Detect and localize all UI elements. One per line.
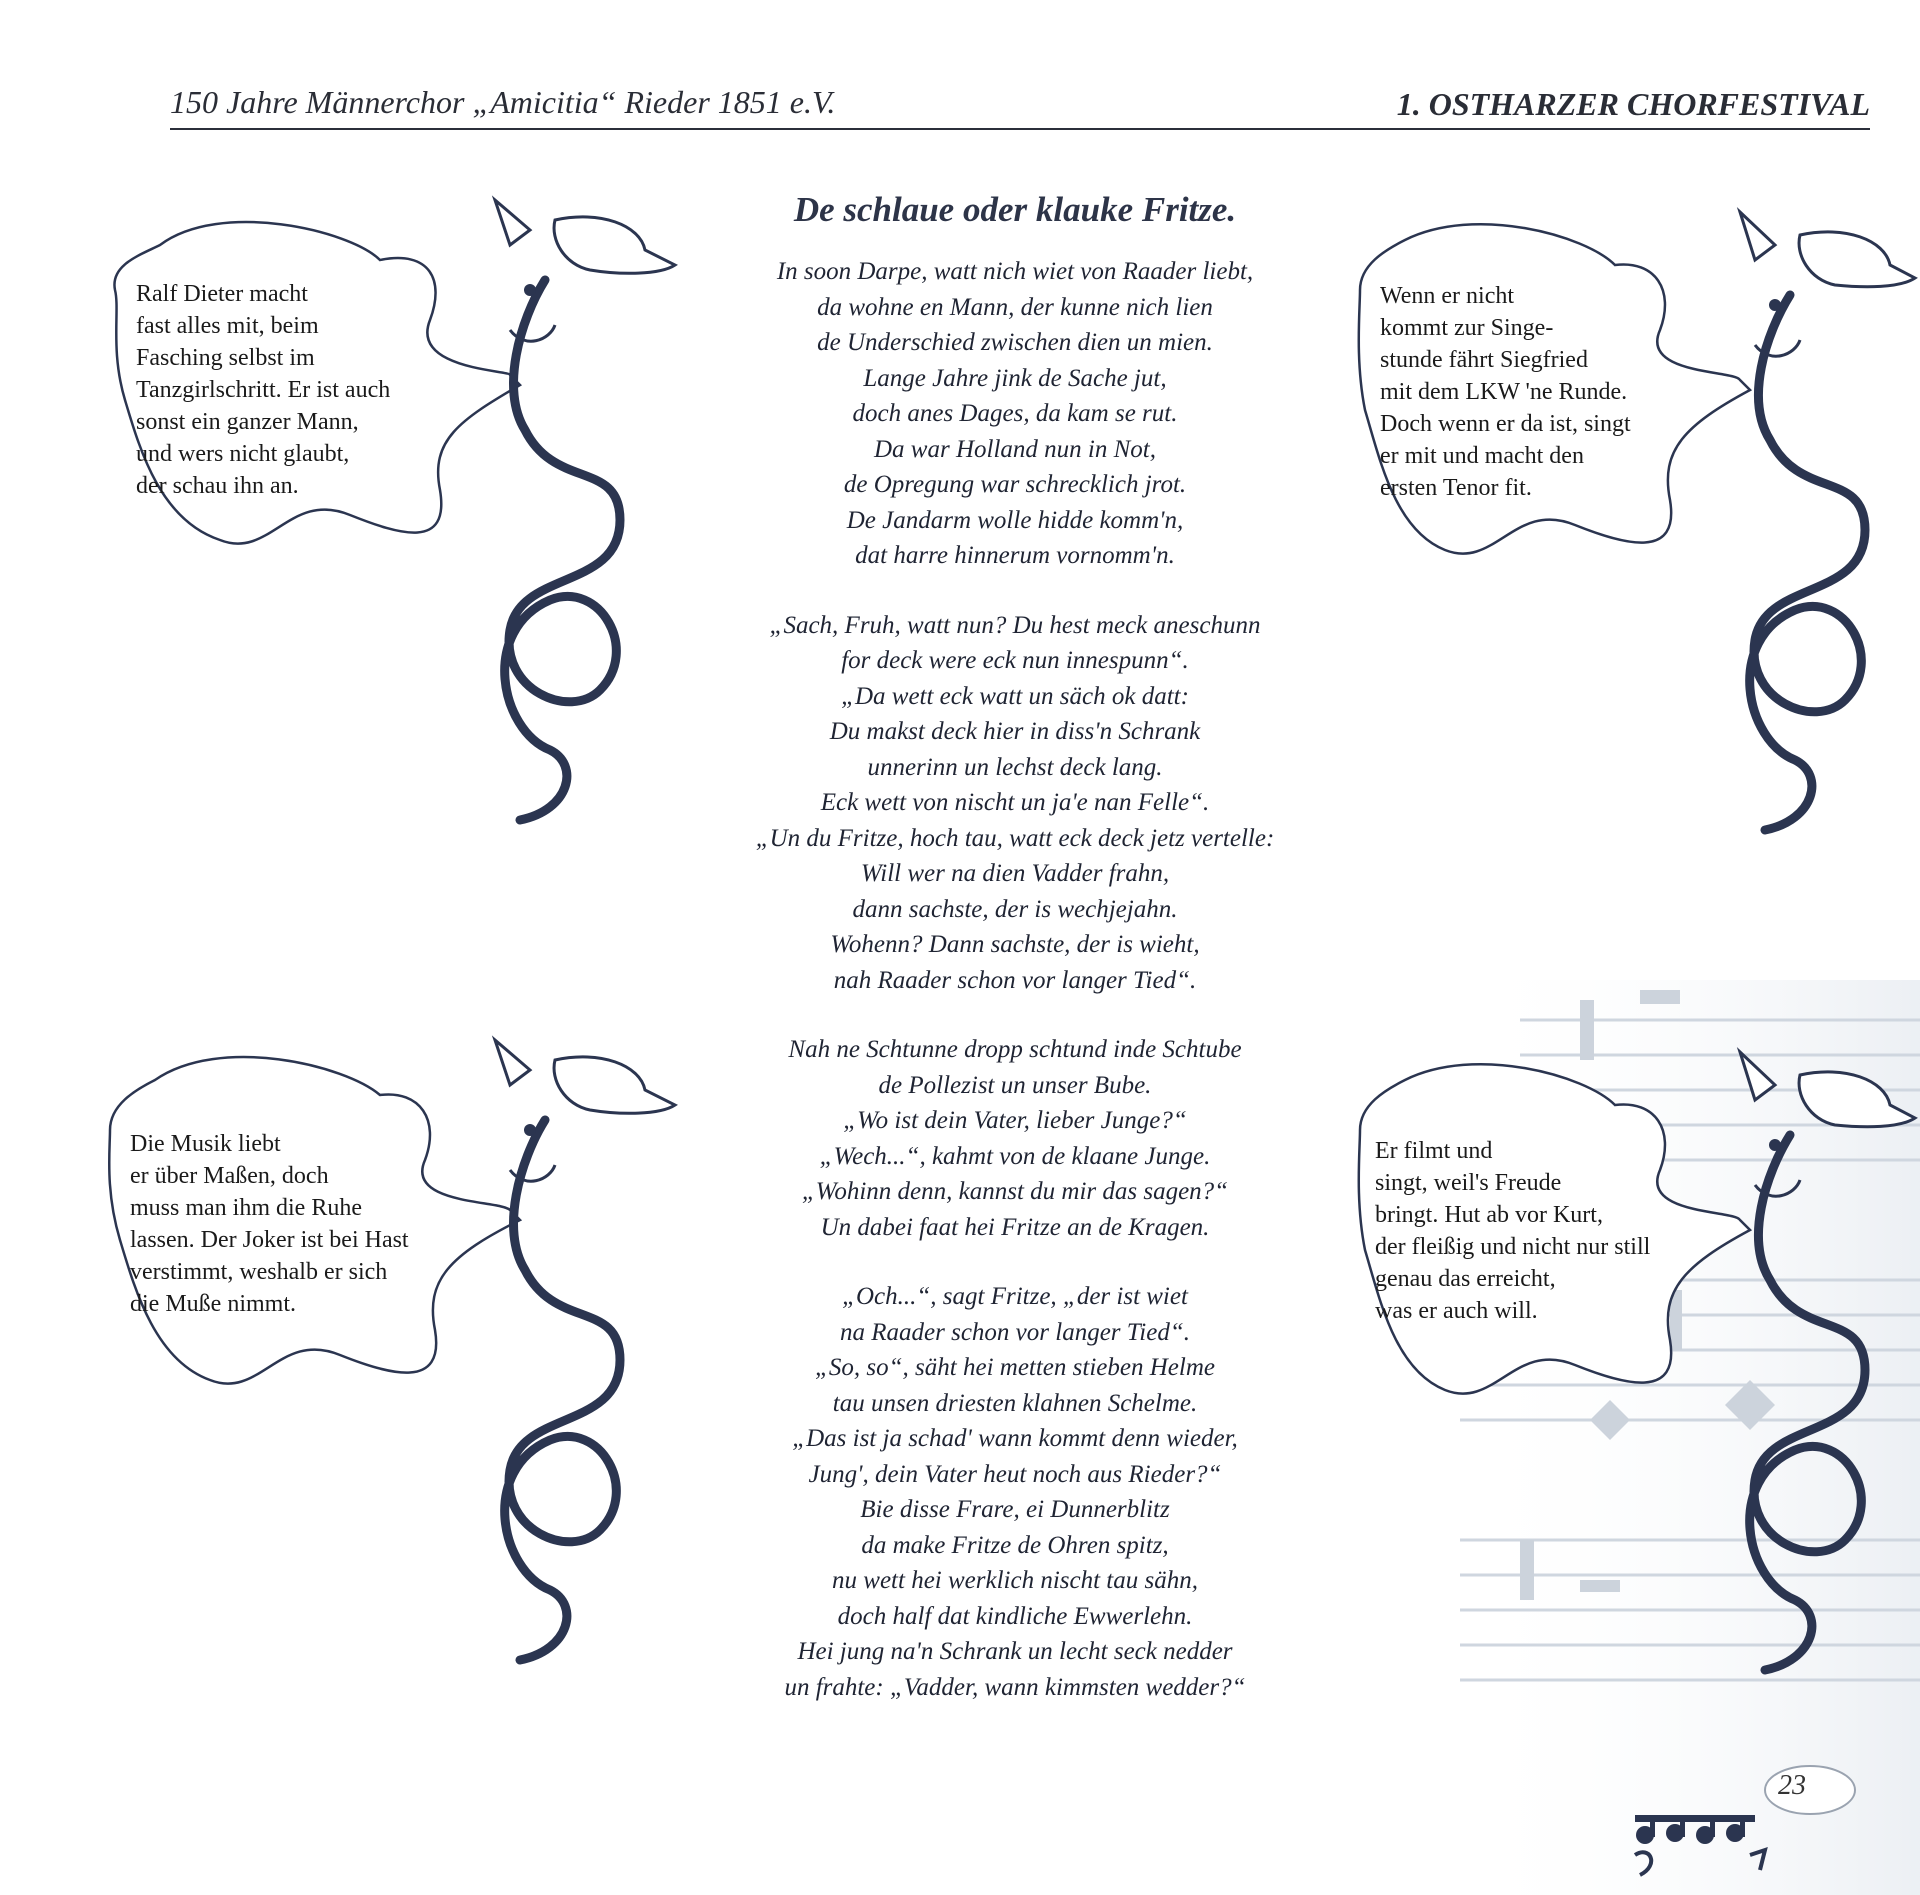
poem-line: „Da wett eck watt un säch ok datt: [841, 682, 1189, 710]
bubble-line: Ralf Dieter macht [136, 281, 308, 307]
clef-character-bottom-right [1335, 1040, 1775, 1680]
poem-line: nu wett hei werklich nischt tau sähn, [832, 1567, 1198, 1594]
poem-line: na Raader schon vor langer Tied“. [840, 1318, 1190, 1346]
poem-line: un frahte: „Vadder, wann kimmsten wedder?“ [784, 1673, 1246, 1701]
clef-character-top-right [1335, 200, 1775, 840]
clef-character-top-left [100, 190, 540, 830]
poem-line: for deck were eck nun innespunn“. [841, 647, 1189, 674]
bubble-line: singt, weil's Freude [1375, 1170, 1562, 1196]
bubble-line: mit dem LKW 'ne Runde. [1380, 379, 1628, 405]
poem-line: Jung', dein Vater heut noch aus Rieder?“ [808, 1460, 1222, 1488]
poem-line: „Wech...“, kahmt von de klaane Junge. [819, 1142, 1211, 1170]
bubble-text [1375, 1135, 1650, 1327]
bubble-text [1380, 280, 1631, 504]
poem-line: Bie disse Frare, ei Dunnerblitz [860, 1496, 1170, 1523]
poem-line: Eck wett von nischt un ja'e nan Felle“. [820, 789, 1210, 816]
poem-line: „Das ist ja schad' wann kommt denn wieder, [792, 1425, 1238, 1452]
poem-line: de Pollezist un unser Bube. [878, 1071, 1152, 1099]
poem-line: Wohenn? Dann sachste, der is wieht, [830, 931, 1200, 958]
bubble-line: die Muße nimmt. [130, 1291, 296, 1317]
bubble-line: der fleißig und nicht nur still [1375, 1234, 1651, 1260]
poem-line: de Opregung war schrecklich jrot. [843, 471, 1187, 498]
header-section-title: 1. OSTHARZER CHORFESTIVAL [1396, 86, 1870, 122]
poem-line: de Underschied zwischen dien un mien. [817, 329, 1213, 356]
bubble-line: kommt zur Singe- [1380, 315, 1554, 341]
poem-line: „Un du Fritze, hoch tau, watt eck deck jetz vertelle: [755, 824, 1275, 852]
bubble-line: der schau ihn an. [136, 473, 299, 499]
poem-line: unnerinn un lechst deck lang. [867, 753, 1163, 781]
bubble-text [130, 1128, 409, 1320]
poem-line: doch half dat kindliche Ewwerlehn. [837, 1602, 1193, 1630]
poem-line: Da war Holland nun in Not, [874, 435, 1156, 463]
bubble-line: fast alles mit, beim [136, 313, 319, 339]
running-header [170, 78, 1870, 130]
stanza-1 [690, 254, 1340, 574]
bubble-line: und wers nicht glaubt, [136, 441, 350, 467]
clef-character-bottom-left [90, 1030, 530, 1670]
poem [690, 190, 1340, 1739]
poem-line: nah Raader schon vor langer Tied“. [833, 966, 1197, 994]
bubble-line: Wenn er nicht [1380, 283, 1515, 309]
poem-line: „Wohinn denn, kannst du mir das sagen?“ [801, 1178, 1229, 1205]
bubble-line: Doch wenn er da ist, singt [1380, 411, 1631, 437]
bubble-line: stunde fährt Siegfried [1380, 347, 1588, 373]
bubble-line: Er filmt und [1375, 1138, 1493, 1164]
bubble-line: ersten Tenor fit. [1380, 475, 1532, 501]
poem-line: Lange Jahre jink de Sache jut, [863, 364, 1167, 392]
bubble-line: verstimmt, weshalb er sich [130, 1259, 388, 1285]
bubble-line: bringt. Hut ab vor Kurt, [1375, 1202, 1603, 1228]
bubble-line: was er auch will. [1375, 1298, 1538, 1324]
bubble-line: Tanzgirlschritt. Er ist auch [136, 377, 391, 403]
page-number: 23 [1778, 1770, 1806, 1801]
poem-line: De Jandarm wolle hidde komm'n, [846, 506, 1184, 534]
bubble-line: genau das erreicht, [1375, 1266, 1556, 1292]
poem-line: „Sach, Fruh, watt nun? Du hest meck aneschunn [769, 611, 1261, 639]
poem-line: „Wo ist dein Vater, lieber Junge?“ [843, 1107, 1187, 1134]
bubble-line: lassen. Der Joker ist bei Hast [130, 1227, 409, 1253]
bubble-line: Die Musik liebt [130, 1131, 281, 1157]
poem-line: tau unsen driesten klahnen Schelme. [832, 1389, 1198, 1417]
stanza-4 [690, 1279, 1340, 1705]
bubble-line: er über Maßen, doch [130, 1163, 329, 1189]
bubble-text [136, 278, 390, 502]
music-notes-logo-icon [1630, 1795, 1780, 1885]
bubble-line: Fasching selbst im [136, 345, 315, 371]
bubble-line: muss man ihm die Ruhe [130, 1195, 362, 1221]
poem-line: dat harre hinnerum vornomm'n. [855, 542, 1175, 569]
poem-line: Un dabei faat hei Fritze an de Kragen. [820, 1213, 1210, 1241]
header-chapter-title: 150 Jahre Männerchor „Amicitia“ Rieder 1851 e.V. [170, 84, 836, 120]
poem-line: Hei jung na'n Schrank un lecht seck nedder [797, 1638, 1233, 1665]
poem-line: „So, so“, säht hei metten stieben Helme [815, 1354, 1215, 1381]
poem-line: Will wer na dien Vadder frahn, [860, 860, 1170, 887]
poem-title: De schlaue oder klauke Fritze. [793, 190, 1237, 229]
poem-line: In soon Darpe, watt nich wiet von Raader liebt, [776, 258, 1254, 285]
poem-line: da wohne en Mann, der kunne nich lien [817, 293, 1213, 321]
poem-line: doch anes Dages, da kam se rut. [852, 400, 1178, 427]
poem-line: „Och...“, sagt Fritze, „der ist wiet [842, 1283, 1188, 1310]
poem-line: Du makst deck hier in diss'n Schrank [829, 718, 1201, 745]
bubble-line: sonst ein ganzer Mann, [136, 409, 359, 435]
bubble-line: er mit und macht den [1380, 443, 1584, 469]
poem-line: Nah ne Schtunne dropp schtund inde Schtube [788, 1036, 1242, 1063]
poem-line: da make Fritze de Ohren spitz, [861, 1531, 1169, 1559]
poem-line: dann sachste, der is wechjejahn. [852, 895, 1178, 923]
stanza-2 [690, 608, 1340, 999]
stanza-3 [690, 1032, 1340, 1245]
